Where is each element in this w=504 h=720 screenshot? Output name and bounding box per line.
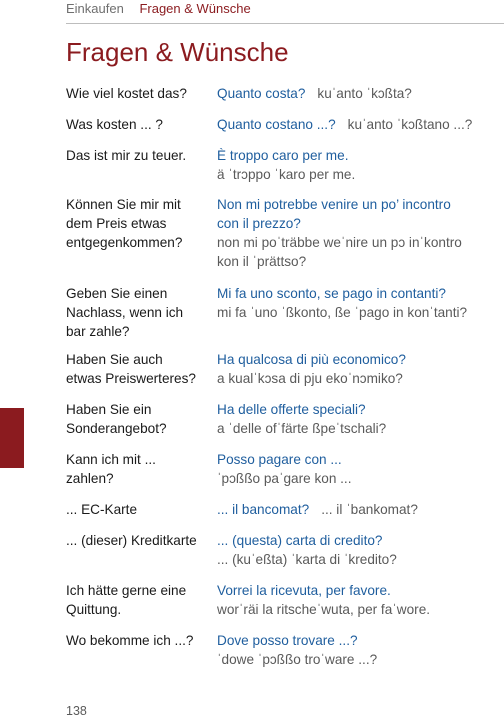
italian-phrase-line: Ha qualcosa di più economico? [217,352,406,367]
pronunciation-line: a ˈdelle ofˈfärte ßpeˈtschali? [217,421,387,436]
italian-translation [217,450,497,488]
german-phrase [66,350,212,388]
german-phrase-line: Wo bekomme ich ...? [66,633,194,648]
italian-phrase-line: con il prezzo? [217,216,301,231]
italian-translation [217,284,497,322]
german-phrase-line: Was kosten ... ? [66,117,163,132]
german-phrase [66,500,212,519]
page-title: Fragen & Wünsche [66,37,289,67]
german-phrase-line: Haben Sie auch [66,352,163,367]
italian-phrase-line: Dove posso trovare ...? [217,633,358,648]
german-phrase-line: Kann ich mit ... [66,452,156,467]
german-phrase [66,195,212,252]
italian-translation [217,581,497,619]
german-phrase [66,450,212,488]
italian-translation [217,195,497,271]
german-phrase-line: Quittung. [66,602,122,617]
german-phrase-line: Nachlass, wenn ich [66,305,184,320]
german-phrase-line: bar zahle? [66,324,130,339]
german-phrase [66,631,212,650]
italian-translation [217,531,497,569]
german-phrase [66,284,212,341]
pronunciation-line: non mi poˈträbbe weˈnire un pɔ inˈkontro [217,235,462,250]
italian-line [217,84,497,103]
italian-phrase-line: È troppo caro per me. [217,148,349,163]
pronunciation-line: ˈpɔßßo paˈgare kon ... [217,471,352,486]
italian-phrase-line: ... il bancomat? [217,502,310,517]
italian-translation [217,84,497,103]
german-phrase [66,581,212,619]
pronunciation-line: kon il ˈprättso? [217,254,307,269]
running-head-section: Einkaufen [66,1,124,16]
italian-phrase-line: Quanto costa? [217,86,306,101]
german-phrase-line: Haben Sie ein [66,402,152,417]
pronunciation-line: mi fa ˈuno ˈßkonto, ße ˈpago in konˈtanti? [217,305,468,320]
italian-translation [217,631,497,669]
italian-translation [217,115,497,134]
german-phrase-line: Können Sie mir mit [66,197,181,212]
italian-translation [217,146,497,184]
running-head-chapter: Fragen & Wünsche [139,1,251,16]
german-phrase-line: ... (dieser) Kreditkarte [66,533,197,548]
pronunciation-line: kuˈanto ˈkɔßtano ...? [347,117,473,132]
italian-line [217,500,497,519]
italian-translation [217,350,497,388]
italian-translation [217,400,497,438]
pronunciation-line: kuˈanto ˈkɔßta? [317,86,412,101]
german-phrase-line: Geben Sie einen [66,286,168,301]
german-phrase-line: Ich hätte gerne eine [66,583,187,598]
italian-line [217,115,497,134]
german-phrase-line: Sonderangebot? [66,421,167,436]
german-phrase [66,400,212,438]
german-phrase [66,531,212,550]
italian-phrase-line: Ha delle offerte speciali? [217,402,366,417]
italian-phrase-line: Quanto costano ...? [217,117,336,132]
pronunciation-line: ... il ˈbankomat? [321,502,418,517]
german-phrase-line: entgegenkommen? [66,235,183,250]
german-phrase [66,84,212,103]
pronunciation-line: worˈräi la ritscheˈwuta, per faˈwore. [217,602,431,617]
italian-translation [217,500,497,519]
german-phrase-line: zahlen? [66,471,114,486]
italian-phrase-line: Vorrei la ricevuta, per favore. [217,583,391,598]
german-phrase-line: Das ist mir zu teuer. [66,148,187,163]
italian-phrase-line: Mi fa uno sconto, se pago in contanti? [217,286,446,301]
pronunciation-line: ä ˈtrɔppo ˈkaro per me. [217,167,356,182]
page-number: 138 [66,704,87,718]
german-phrase [66,146,212,165]
pronunciation-line: ... (kuˈeßta) ˈkarta di ˈkredito? [217,552,397,567]
italian-phrase-line: ... (questa) carta di credito? [217,533,383,548]
german-phrase-line: dem Preis etwas [66,216,167,231]
german-phrase-line: etwas Preiswerteres? [66,371,196,386]
italian-phrase-line: Non mi potrebbe venire un po’ incontro [217,197,451,212]
german-phrase-line: ... EC-Karte [66,502,138,517]
pronunciation-line: a kualˈkɔsa di pju ekoˈnɔmiko? [217,371,403,386]
pronunciation-line: ˈdowe ˈpɔßßo troˈware ...? [217,652,378,667]
german-phrase-line: Wie viel kostet das? [66,86,187,101]
german-phrase [66,115,212,134]
italian-phrase-line: Posso pagare con ... [217,452,342,467]
